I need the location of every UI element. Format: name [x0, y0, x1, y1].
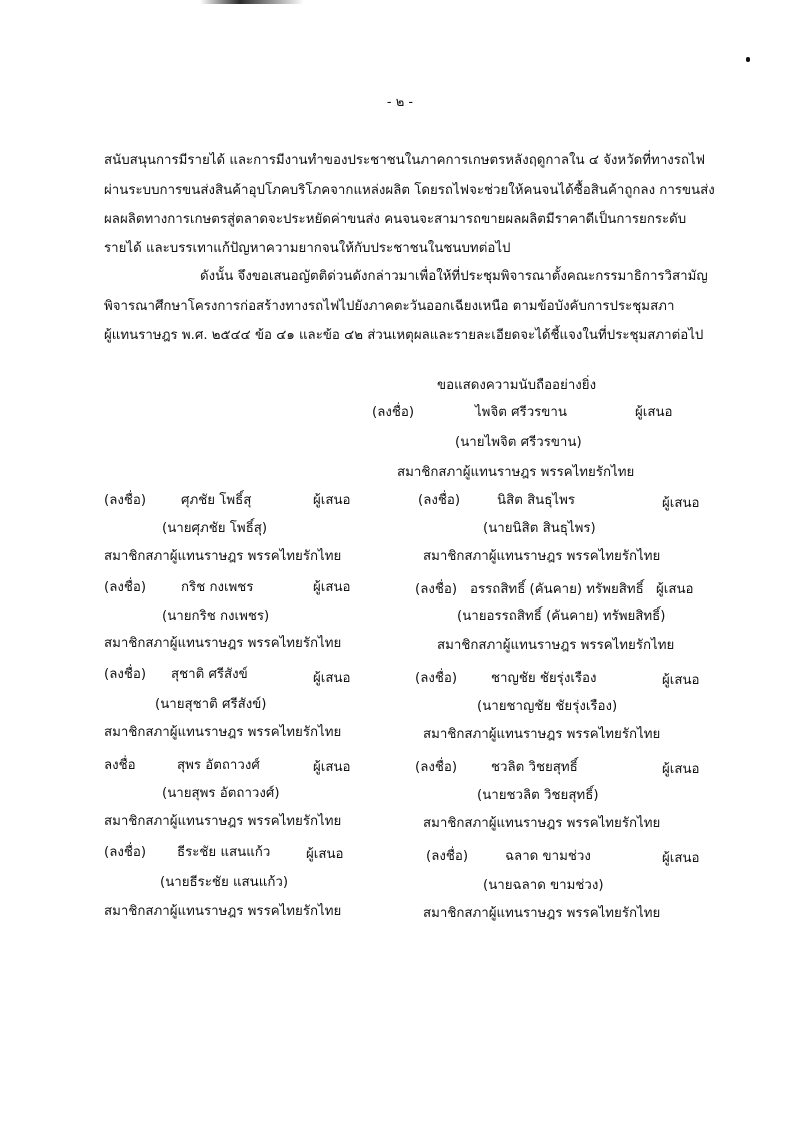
- sign-label: (ลงชื่อ): [104, 580, 147, 595]
- signer-position: สมาชิกสภาผู้แทนราษฎร พรรคไทยรักไทย: [423, 549, 661, 564]
- body-line: ผู้แทนราษฎร พ.ศ. ๒๕๔๔ ข้อ ๔๑ และข้อ ๔๒ ส่วนเหตุผลและรายละเอียดจะได้ชี้แจงในที่ประชุมสภาต่อไป: [104, 328, 704, 343]
- sign-label: (ลงชื่อ): [104, 667, 147, 682]
- sign-label: (ลงชื่อ): [415, 582, 458, 597]
- proposer-role: ผู้เสนอ: [306, 847, 344, 862]
- signature: ไพจิต ศรีวรขาน: [475, 405, 567, 420]
- proposer-role: ผู้เสนอ: [662, 851, 700, 866]
- signer-full-name: (นายไพจิต ศรีวรขาน): [455, 435, 582, 450]
- sign-label: (ลงชื่อ): [418, 493, 461, 508]
- body-line: ผ่านระบบการขนส่งสินค้าอุปโภคบริโภคจากแหล่งผลิต โดยรถไฟจะช่วยให้คนจนได้ซื้อสินค้าถูกลง การขนส่ง: [104, 183, 715, 198]
- signature: ชวลิต วิชยสุทธิ์: [491, 760, 578, 775]
- proposer-role: ผู้เสนอ: [635, 405, 673, 420]
- sign-label: ลงชื่อ: [104, 758, 136, 773]
- proposer-role: ผู้เสนอ: [662, 496, 700, 511]
- signature: สุพร อัตถาวงศ์: [177, 758, 260, 773]
- proposer-role: ผู้เสนอ: [656, 582, 694, 597]
- page-number: - ๒ -: [386, 95, 414, 110]
- proposer-role: ผู้เสนอ: [662, 673, 700, 688]
- body-line: ผลผลิตทางการเกษตรสู่ตลาดจะประหยัดค่าขนส่ง คนจนจะสามารถขายผลผลิตมีราคาดีเป็นการยกระดับ: [104, 212, 687, 227]
- body-line: รายได้ และบรรเทาแก้ปัญหาความยากจนให้กับประชาชนในชนบทต่อไป: [104, 241, 511, 256]
- sign-label: (ลงชื่อ): [104, 493, 147, 508]
- signer-full-name: (นายกริช กงเพชร): [162, 609, 270, 624]
- signature: นิสิต สินธุไพร: [497, 493, 575, 508]
- body-line: ดังนั้น จึงขอเสนอญัตติด่วนดังกล่าวมาเพื่อให้ที่ประชุมพิจารณาตั้งคณะกรรมาธิการวิสามัญ: [200, 269, 708, 284]
- signer-full-name: (นายชวลิต วิชยสุทธิ์): [477, 788, 599, 803]
- sign-label: (ลงชื่อ): [415, 760, 458, 775]
- proposer-role: ผู้เสนอ: [662, 762, 700, 777]
- signature: อรรถสิทธิ์ (คันคาย) ทรัพยสิทธิ์: [470, 582, 644, 597]
- proposer-role: ผู้เสนอ: [313, 493, 351, 508]
- signature: ฉลาด ขามช่วง: [505, 849, 591, 864]
- proposer-role: ผู้เสนอ: [313, 580, 351, 595]
- signer-full-name: (นายชาญชัย ชัยรุ่งเรือง): [477, 699, 618, 714]
- scan-edge: [0, 0, 800, 4]
- proposer-role: ผู้เสนอ: [313, 760, 351, 775]
- signer-position: สมาชิกสภาผู้แทนราษฎร พรรคไทยรักไทย: [104, 636, 342, 651]
- signer-full-name: (นายศุภชัย โพธิ์สุ): [162, 521, 268, 536]
- signer-full-name: (นายฉลาด ขามช่วง): [483, 878, 604, 893]
- signer-position: สมาชิกสภาผู้แทนราษฎร พรรคไทยรักไทย: [397, 465, 635, 480]
- signer-position: สมาชิกสภาผู้แทนราษฎร พรรคไทยรักไทย: [104, 549, 342, 564]
- signer-position: สมาชิกสภาผู้แทนราษฎร พรรคไทยรักไทย: [437, 638, 675, 653]
- signer-position: สมาชิกสภาผู้แทนราษฎร พรรคไทยรักไทย: [423, 906, 661, 921]
- proposer-role: ผู้เสนอ: [313, 671, 351, 686]
- signature: กริช กงเพชร: [181, 580, 254, 595]
- signer-position: สมาชิกสภาผู้แทนราษฎร พรรคไทยรักไทย: [423, 727, 661, 742]
- signer-full-name: (นายสุชาติ ศรีสังข์): [155, 697, 267, 712]
- signer-position: สมาชิกสภาผู้แทนราษฎร พรรคไทยรักไทย: [104, 814, 342, 829]
- signer-full-name: (นายสุพร อัตถาวงศ์): [162, 786, 280, 801]
- signer-full-name: (นายธีระชัย แสนแก้ว): [160, 875, 289, 890]
- sign-label: (ลงชื่อ): [426, 849, 469, 864]
- signer-position: สมาชิกสภาผู้แทนราษฎร พรรคไทยรักไทย: [423, 816, 661, 831]
- scan-speck: [746, 57, 750, 62]
- signer-position: สมาชิกสภาผู้แทนราษฎร พรรคไทยรักไทย: [104, 725, 342, 740]
- sign-label: (ลงชื่อ): [104, 845, 147, 860]
- signature: สุชาติ ศรีสังข์: [171, 667, 248, 682]
- signer-position: สมาชิกสภาผู้แทนราษฎร พรรคไทยรักไทย: [104, 904, 342, 919]
- sign-label: (ลงชื่อ): [372, 405, 415, 420]
- signer-full-name: (นายอรรถสิทธิ์ (คันคาย) ทรัพยสิทธิ์): [457, 609, 666, 624]
- closing-text: ขอแสดงความนับถืออย่างยิ่ง: [437, 378, 597, 393]
- signer-full-name: (นายนิสิต สินธุไพร): [483, 521, 596, 536]
- signature: ธีระชัย แสนแก้ว: [177, 845, 271, 860]
- body-line: พิจารณาศึกษาโครงการก่อสร้างทางรถไฟไปยังภาคตะวันออกเฉียงเหนือ ตามข้อบังคับการประชุมสภา: [104, 299, 675, 314]
- signature: ศุภชัย โพธิ์สุ: [181, 493, 252, 508]
- signature: ชาญชัย ชัยรุ่งเรือง: [491, 671, 597, 686]
- body-line: สนับสนุนการมีรายได้ และการมีงานทำของประชาชนในภาคการเกษตรหลังฤดูกาลใน ๔ จังหวัดที่ทางรถไฟ: [104, 153, 706, 168]
- sign-label: (ลงชื่อ): [415, 671, 458, 686]
